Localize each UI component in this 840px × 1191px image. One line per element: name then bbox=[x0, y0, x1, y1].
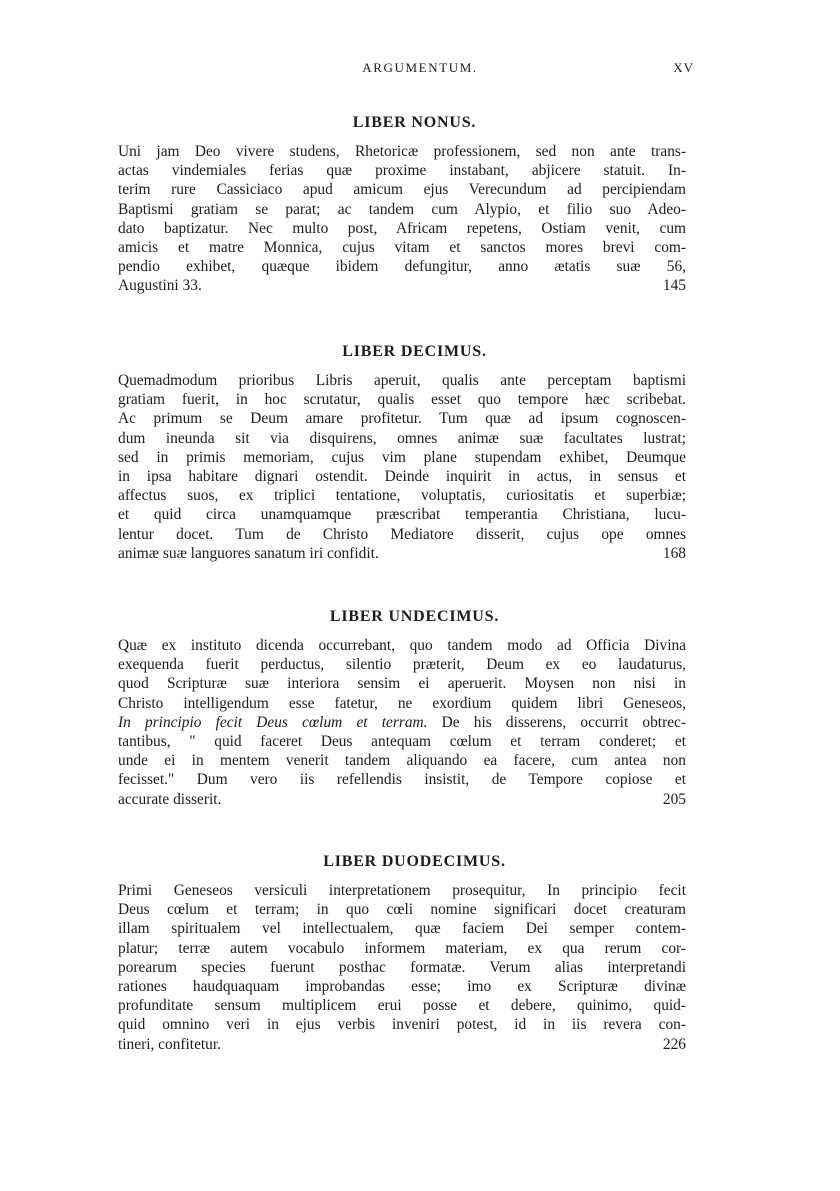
text-line: dato baptizatur. Nec multo post, Africam repetens, Ostiam venit, cum bbox=[118, 219, 686, 237]
text-line-last bbox=[118, 276, 686, 295]
section-heading: LIBER DECIMUS. bbox=[342, 343, 487, 360]
text-line: profunditate sensum multiplicem erui posse et debere, quinimo, quid- bbox=[118, 997, 686, 1015]
text-line: dum ineunda sit via disquirens, omnes animæ suæ facultates lustrat; bbox=[118, 429, 686, 447]
text-line: Deus cœlum et terram; in quo cœli nomine significari docet creaturam bbox=[118, 901, 686, 919]
text-line: quod Scripturæ suæ interiora sensim ei aperuerit. Moysen non nisi in bbox=[118, 675, 686, 693]
section-paragraph bbox=[118, 636, 686, 809]
page-reference: 145 bbox=[662, 277, 686, 295]
text-line-last bbox=[118, 790, 686, 809]
text-line: tantibus, " quid faceret Deus antequam cœlum et terram conderet; et bbox=[118, 733, 686, 751]
text-line: Quæ ex instituto dicenda occurrebant, quo tandem modo ad Officia Divina bbox=[118, 637, 686, 654]
page-reference: 205 bbox=[662, 790, 686, 808]
text-line: Baptismi gratiam se parat; ac tandem cum Alypio, et filio suo Adeo- bbox=[118, 200, 686, 218]
text-line: exequenda fuerit perductus, silentio præterit, Deum ex eo laudaturus, bbox=[118, 656, 686, 674]
text-line: affectus suos, ex triplici tentatione, voluptatis, curiositatis et superbiæ; bbox=[118, 487, 686, 505]
last-line-text: animæ suæ languores sanatum iri confidit. bbox=[118, 544, 379, 562]
text-line: lentur docet. Tum de Christo Mediatore disserit, cujus ope omnes bbox=[118, 525, 686, 543]
running-head bbox=[0, 58, 840, 78]
text-fragment: De his disserens, occurrit obtrec- bbox=[427, 713, 686, 731]
last-line-text: Augustini 33. bbox=[118, 277, 202, 295]
page-reference: 226 bbox=[662, 1035, 686, 1053]
section-liber-decimus bbox=[118, 341, 686, 563]
text-line: gratiam fuerit, in hoc scrutatur, qualis esset quo tempore hæc scribebat. bbox=[118, 391, 686, 409]
text-line-with-italic bbox=[118, 713, 686, 732]
section-paragraph bbox=[118, 881, 686, 1054]
text-line: fecisset." Dum vero iis refellendis insistit, de Tempore copiose et bbox=[118, 771, 686, 789]
text-line: illam spiritualem vel intellectualem, quæ faciem Dei semper contem- bbox=[118, 920, 686, 938]
text-line: Quemadmodum prioribus Libris aperuit, qualis ante perceptam baptismi bbox=[118, 372, 686, 389]
text-line: terim rure Cassiciaco apud amicum ejus Verecundum ad percipiendam bbox=[118, 181, 686, 199]
text-line: Ac primum se Deum amare profitetur. Tum quæ ad ipsum cognoscen- bbox=[118, 410, 686, 428]
text-line: in ipsa habitare dignari ostendit. Deinde inquirit in actus, in sensus et bbox=[118, 468, 686, 486]
last-line-text: tineri, confitetur. bbox=[118, 1035, 221, 1053]
text-line-last bbox=[118, 1035, 686, 1054]
text-line: Uni jam Deo vivere studens, Rhetoricæ professionem, sed non ante trans- bbox=[118, 143, 686, 160]
italic-quotation: In principio fecit Deus cœlum et terram. bbox=[118, 713, 428, 731]
section-liber-undecimus bbox=[118, 606, 686, 809]
page-reference: 168 bbox=[662, 544, 686, 562]
text-line: quid omnino veri in ejus verbis inveniri potest, id in iis revera con- bbox=[118, 1016, 686, 1034]
text-line: porearum species fuerunt posthac formatæ. Verum alias interpretandi bbox=[118, 958, 686, 976]
section-heading: LIBER DUODECIMUS. bbox=[323, 853, 506, 870]
text-line: platur; terræ autem vocabulo informem materiam, ex qua rerum cor- bbox=[118, 939, 686, 957]
section-liber-duodecimus bbox=[118, 851, 686, 1054]
text-line: Primi Geneseos versiculi interpretationem prosequitur, In principio fecit bbox=[118, 882, 686, 899]
text-line: et quid circa unamquamque præscribat temperantia Christiana, lucu- bbox=[118, 506, 686, 524]
text-line: pendio exhibet, quæque ibidem defungitur, anno ætatis suæ 56, bbox=[118, 258, 686, 276]
section-paragraph bbox=[118, 142, 686, 296]
page-number: XV bbox=[673, 60, 694, 75]
text-line-last bbox=[118, 544, 686, 563]
text-line: sed in primis memoriam, cujus vim plane stupendam exhibet, Deumque bbox=[118, 448, 686, 466]
running-title: ARGUMENTUM. bbox=[362, 60, 478, 75]
text-line: actas vindemiales ferias quæ proxime instabant, abjicere statuit. In- bbox=[118, 162, 686, 180]
section-paragraph bbox=[118, 371, 686, 563]
text-line: amicis et matre Monnica, cujus vitam et sanctos mores brevi com- bbox=[118, 239, 686, 257]
last-line-text: accurate disserit. bbox=[118, 790, 222, 808]
section-heading: LIBER UNDECIMUS. bbox=[329, 608, 500, 625]
text-line: unde ei in mentem venerit tandem aliquando ea facere, cum antea non bbox=[118, 752, 686, 770]
section-heading: LIBER NONUS. bbox=[352, 114, 477, 131]
section-liber-nonus bbox=[118, 112, 686, 296]
text-line: rationes haudquaquam improbandas esse; imo ex Scripturæ divinæ bbox=[118, 978, 686, 996]
text-line: Christo intelligendum esse fatetur, ne exordium quidem libri Geneseos, bbox=[118, 694, 686, 712]
